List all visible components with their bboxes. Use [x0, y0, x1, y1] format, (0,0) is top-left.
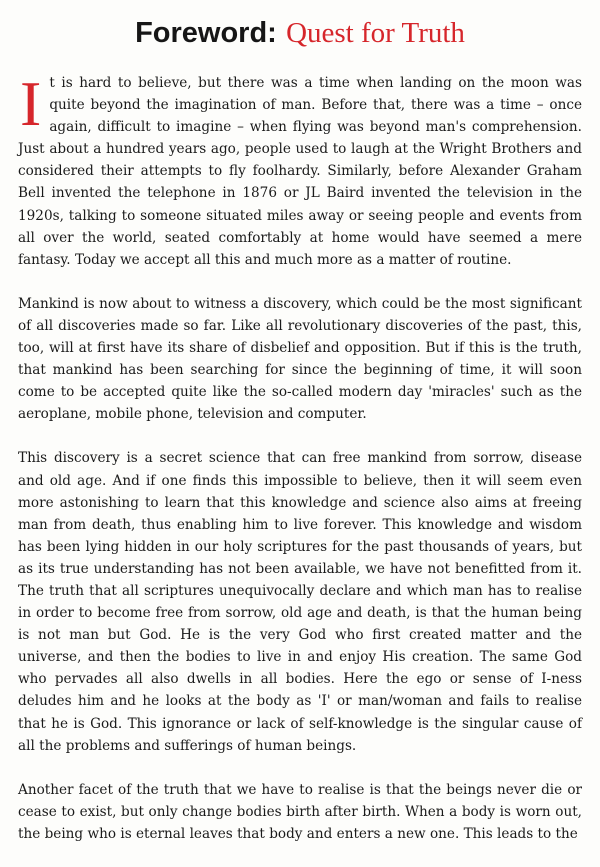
title-prefix: Foreword: [135, 17, 277, 49]
body-text [18, 68, 582, 867]
paragraph-2: Mankind is now about to witness a discovery, which could be the most significant of all discoveries made so far. Like all revolutionary discoveries of the past, this, too, will at first have its share of disbelief and opposition. But if this is the truth, that mankind has been searching for since the beginning of time, it will soon come to be accepted quite like the so-called modern day 'miracles' such as the aeroplane, mobile phone, television and computer. [18, 295, 582, 423]
drop-cap: I [20, 68, 42, 139]
paragraph-3: This discovery is a secret science that can free mankind from sorrow, disease and old age. And if one finds this impossible to believe, then it will seem even more astonishing to learn that this knowledge and science also aims at freeing man from death, thus enabling him to live forever. This knowledge and wisdom has been lying hidden in our holy scriptures for the past thousands of years, but as its true understanding has not been available, we have not benefitted from it. The truth that all scriptures unequivocally declare and which man has to realise in order to become free from sorrow, old age and death, is that the human being is not man but God. He is the very God who first created matter and the universe, and then the bodies to live in and enjoy His creation. The same God who pervades all also dwells in all bodies. Here the ego or sense of I-ness deludes him and he looks at the body as 'I' or man/woman and fails to realise that he is God. This ignorance or lack of self-knowledge is the singular cause of all the problems and sufferings of human beings. [18, 450, 582, 754]
page-title [0, 0, 600, 51]
paragraph-1 [18, 68, 582, 271]
paragraph-1-text: t is hard to believe, but there was a time when landing on the moon was quite beyond the imagination of man. Before that, there was a time – once again, difficult to imagine – when flying was beyond man's comprehension. Just about a hundred years ago, people used to laugh at the Wright Brothers and considered their attempts to fly foolhardy. Similarly, before Alexander Graham Bell invented the telephone in 1876 or JL Baird invented the television in the 1920s, talking to someone situated miles away or seeing people and events from all over the world, seated comfortably at home would have seemed a mere fantasy. Today we accept all this and much more as a matter of routine. [18, 75, 582, 268]
paragraph-4: Another facet of the truth that we have to realise is that the beings never die or cease to exist, but only change bodies birth after birth. When a body is worn out, the being who is eternal leaves that body and enters a new one. This leads to the [18, 781, 582, 842]
title-main: Quest for Truth [286, 17, 465, 49]
